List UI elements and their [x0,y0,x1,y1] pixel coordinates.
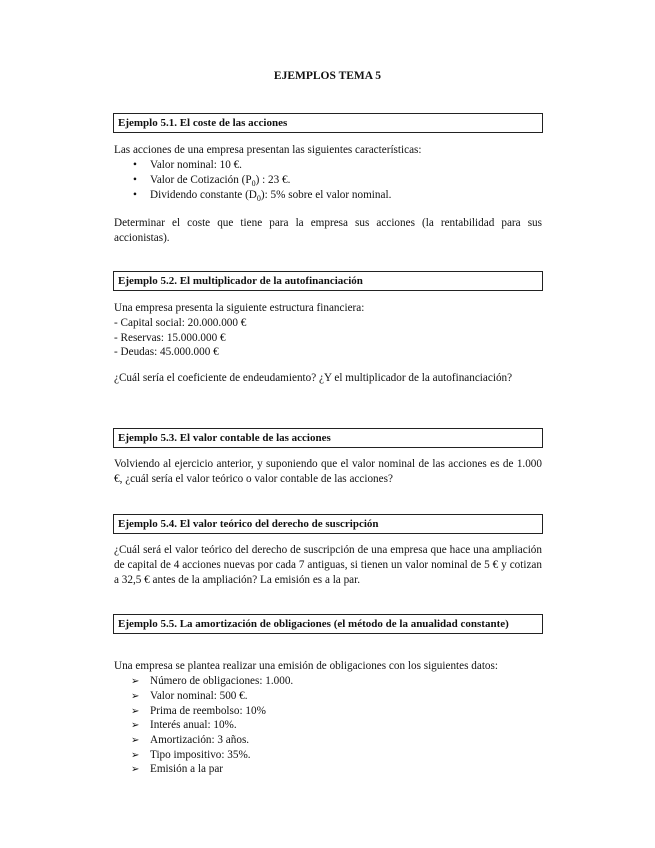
example-5-1-question: Determinar el coste que tiene para la empresa sus acciones (la rentabilidad para sus accionistas). [114,217,542,244]
arrow-bullet-icon: ➢ [131,735,140,746]
example-5-4-heading: Ejemplo 5.4. El valor teórico del derecho de suscripción [113,514,543,534]
arrow-bullet-icon: ➢ [131,750,140,761]
list-item: Prima de reembolso: 10% [150,705,266,717]
example-5-5-intro: Una empresa se plantea realizar una emisión de obligaciones con los siguientes datos: [114,660,498,672]
example-5-2-question: ¿Cuál sería el coeficiente de endeudamiento? ¿Y el multiplicador de la autofinanciación? [114,372,513,384]
list-item: Amortización: 3 años. [150,734,250,746]
arrow-bullet-icon: ➢ [131,764,140,775]
example-5-1-heading: Ejemplo 5.1. El coste de las acciones [113,113,543,133]
list-item: Número de obligaciones: 1.000. [150,675,294,687]
bullet-icon: • [133,159,137,171]
list-item: Tipo impositivo: 35%. [150,749,251,761]
list-item: • Valor de Cotización $(P_0)$ : 23 €. [133,174,291,189]
list-item: - Reservas: 15.000.000 € [114,332,226,344]
list-item: • Valor nominal: 10 €. [133,159,242,171]
list-item: Interés anual: 10%. [150,719,237,731]
example-5-4-text: ¿Cuál será el valor teórico del derecho de suscripción de una empresa que hace una ampliación de capital de 4 acciones nuevas por cada 7 antiguas, si tienen un valor nominal de 5 € y cotizan a 32,5 € antes de la ampliación? La emisión es a la par. [114,544,542,586]
arrow-bullet-icon: ➢ [131,676,140,687]
bullet-icon: • [133,174,137,186]
example-5-2-heading: Ejemplo 5.2. El multiplicador de la autofinanciación [113,271,543,291]
example-5-3-text: Volviendo al ejercicio anterior, y suponiendo que el valor nominal de las acciones es de 1.000 €, ¿cuál sería el valor teórico o valor contable de las acciones? [114,458,542,485]
example-5-3-heading: Ejemplo 5.3. El valor contable de las acciones [113,428,543,448]
arrow-bullet-icon: ➢ [131,706,140,717]
list-item: - Deudas: 45.000.000 € [114,346,219,358]
arrow-bullet-icon: ➢ [131,720,140,731]
list-item: • Dividendo constante $(D_0)$: 5% sobre el valor nominal. [133,189,392,204]
arrow-bullet-icon: ➢ [131,691,140,702]
page-title: EJEMPLOS TEMA 5 [273,70,382,82]
example-5-5-heading: Ejemplo 5.5. La amortización de obligaciones (el método de la anualidad constante) [113,614,543,634]
bullet-icon: • [133,189,137,201]
list-item: - Capital social: 20.000.000 € [114,317,247,329]
example-5-2-intro: Una empresa presenta la siguiente estructura financiera: [114,302,365,314]
example-5-1-intro: Las acciones de una empresa presentan las siguientes características: [114,144,422,156]
list-item: Emisión a la par [150,763,224,775]
list-item: Valor nominal: 500 €. [150,690,248,702]
